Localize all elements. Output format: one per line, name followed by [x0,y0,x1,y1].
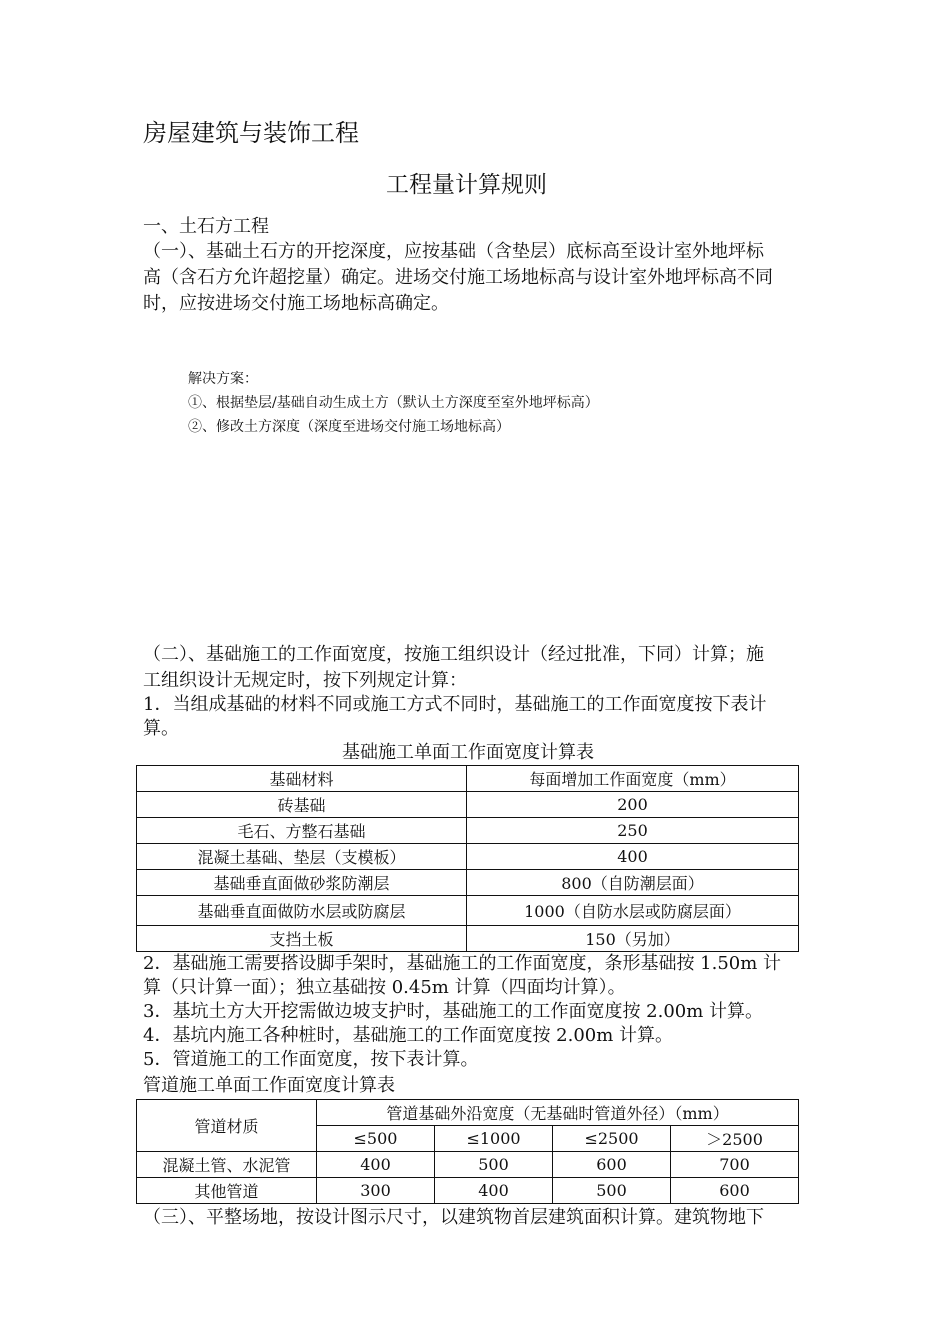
paragraph-line: 高（含石方允许超挖量）确定。进场交付施工场地标高与设计室外地坪标高不同 [143,267,773,288]
table-cell: 150（另加） [467,926,799,952]
paragraph-line: 工组织设计无规定时，按下列规定计算： [143,670,467,691]
solution-item: ②、修改土方深度（深度至进场交付施工场地标高） [188,419,510,435]
document-title: 房屋建筑与装饰工程 [143,119,359,147]
paragraph-line: 2．基础施工需要搭设脚手架时，基础施工的工作面宽度，条形基础按 1.50m 计 [143,953,782,974]
table-row [137,818,799,844]
section-heading-earthwork: 一、土石方工程 [143,216,269,237]
table-cell: 400 [467,844,799,870]
table-row [137,870,799,896]
table-cell: 毛石、方整石基础 [137,818,467,844]
table-cell: 800（自防潮层面） [467,870,799,896]
table-row [137,1178,799,1204]
table-cell: 400 [435,1178,553,1204]
table-header-row [137,1100,799,1126]
table-cell: 300 [317,1178,435,1204]
table-cell: 250 [467,818,799,844]
solution-item: ①、根据垫层/基础自动生成土方（默认土方深度至室外地坪标高） [188,395,599,411]
paragraph-line: 5．管道施工的工作面宽度，按下表计算。 [143,1049,479,1070]
paragraph-line: 算（只计算一面）；独立基础按 0.45m 计算（四面均计算）。 [143,977,626,998]
paragraph-line: （二）、基础施工的工作面宽度，按施工组织设计（经过批准，下同）计算；施 [143,644,764,665]
table-cell: 其他管道 [137,1178,317,1204]
table-cell: 400 [317,1152,435,1178]
table-cell: 1000（自防水层或防腐层面） [467,896,799,926]
paragraph-line: 算。 [143,718,179,739]
table-cell: 500 [553,1178,671,1204]
paragraph-line: 时，应按进场交付施工场地标高确定。 [143,293,449,314]
table-cell: 700 [671,1152,799,1178]
table-header-cell: ≤2500 [553,1126,671,1152]
table-cell: 600 [553,1152,671,1178]
table-row [137,896,799,926]
table-header-cell: 基础材料 [137,766,467,792]
table-row [137,792,799,818]
pipe-width-table [136,1099,799,1204]
table-cell: 支挡土板 [137,926,467,952]
table-cell: 混凝土管、水泥管 [137,1152,317,1178]
document-subtitle: 工程量计算规则 [386,172,547,198]
table-cell: 500 [435,1152,553,1178]
solution-label: 解决方案： [188,371,258,387]
table-cell: 基础垂直面做砂浆防潮层 [137,870,467,896]
paragraph-line: 4．基坑内施工各种桩时，基础施工的工作面宽度按 2.00m 计算。 [143,1025,674,1046]
table-caption-foundation: 基础施工单面工作面宽度计算表 [342,742,594,763]
table-cell: 混凝土基础、垫层（支模板） [137,844,467,870]
paragraph-line: 1．当组成基础的材料不同或施工方式不同时，基础施工的工作面宽度按下表计 [143,694,767,715]
table-cell: 砖基础 [137,792,467,818]
foundation-width-table [136,765,799,952]
paragraph-line: 3．基坑土方大开挖需做边坡支护时，基础施工的工作面宽度按 2.00m 计算。 [143,1001,764,1022]
table-header-row [137,766,799,792]
table-cell: 200 [467,792,799,818]
table-cell: 基础垂直面做防水层或防腐层 [137,896,467,926]
table-caption-pipe: 管道施工单面工作面宽度计算表 [143,1075,395,1096]
table-row [137,844,799,870]
table-header-cell: ＞2500 [671,1126,799,1152]
table-row [137,1152,799,1178]
table-header-cell: ≤1000 [435,1126,553,1152]
table-header-cell: 每面增加工作面宽度（mm） [467,766,799,792]
table-cell: 600 [671,1178,799,1204]
table-row [137,926,799,952]
table-header-cell: 管道材质 [137,1100,317,1152]
table-header-cell: ≤500 [317,1126,435,1152]
paragraph-line: （三）、平整场地，按设计图示尺寸，以建筑物首层建筑面积计算。建筑物地下 [143,1207,764,1228]
table-header-cell: 管道基础外沿宽度（无基础时管道外径）（mm） [317,1100,799,1126]
paragraph-line: （一）、基础土石方的开挖深度，应按基础（含垫层）底标高至设计室外地坪标 [143,241,764,262]
